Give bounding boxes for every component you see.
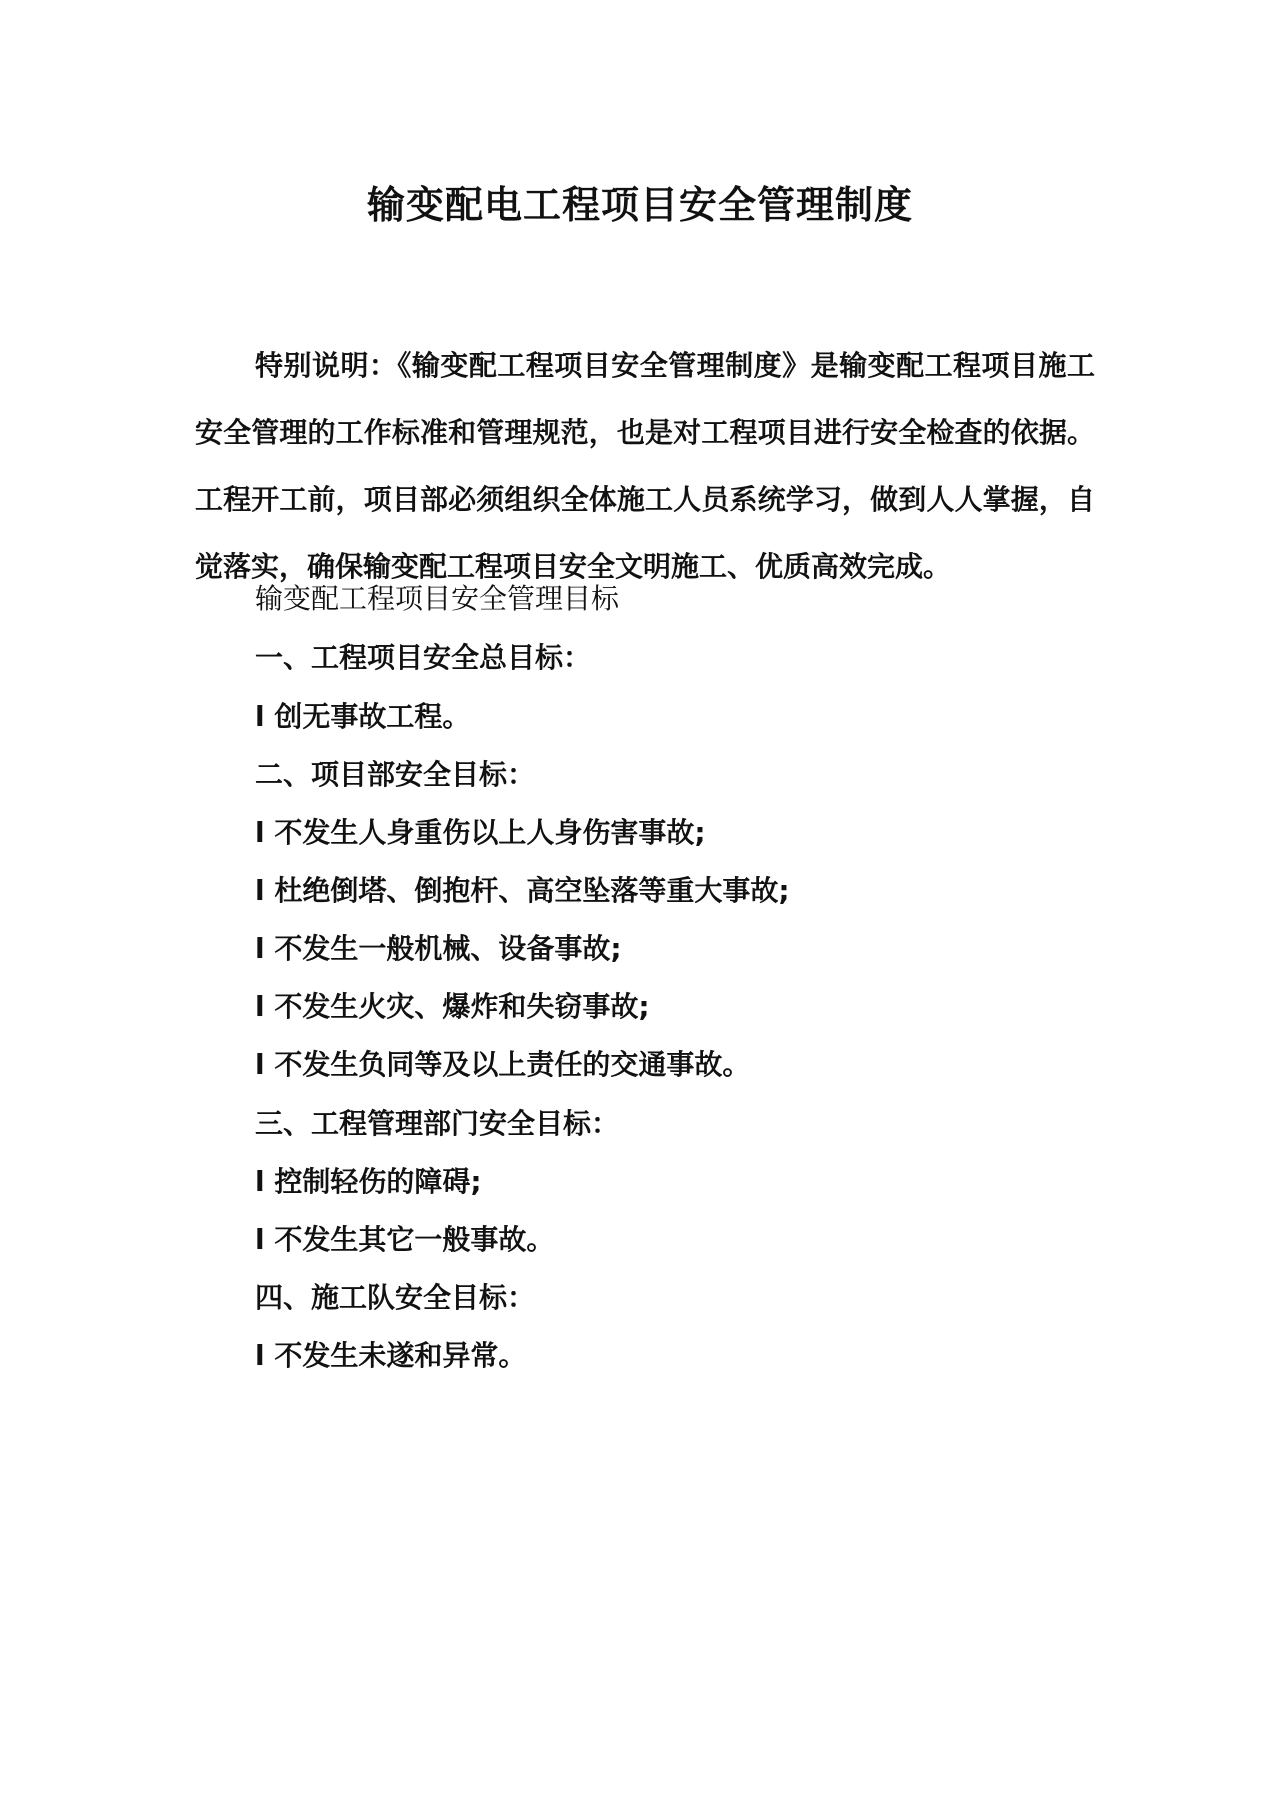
list-item: l 不发生负同等及以上责任的交通事故。 [255,1048,751,1081]
intro-paragraph: 特别说明：《输变配工程项目安全管理制度》是输变配工程项目施工安全管理的工作标准和管理规范，也是对工程项目进行安全检查的依据。工程开工前，项目部必须组织全体施工人员系统学习，做到人人掌握，自觉落实，确保输变配工程项目安全文明施工、优质高效完成。 [195,349,1095,583]
list-item: l 不发生未遂和异常。 [255,1339,527,1372]
list-item: l 杜绝倒塔、倒抱杆、高空坠落等重大事故; [255,874,790,907]
goal-heading-construction-team: 四、施工队安全目标： [255,1281,536,1314]
list-item: l 不发生火灾、爆炸和失窃事故; [255,990,650,1023]
page-title: 输变配电工程项目安全管理制度 [366,183,913,227]
goal-heading-project-dept: 二、项目部安全目标： [255,758,536,791]
list-item: l 控制轻伤的障碍; [255,1165,482,1198]
list-item: l 创无事故工程。 [255,700,471,733]
section-heading: 输变配工程项目安全管理目标 [255,582,620,615]
list-item: l 不发生人身重伤以上人身伤害事故; [255,816,706,849]
list-item: l 不发生其它一般事故。 [255,1223,555,1256]
goal-heading-overall: 一、工程项目安全总目标： [255,641,592,674]
goal-heading-engineering-dept: 三、工程管理部门安全目标： [255,1107,620,1140]
list-item: l 不发生一般机械、设备事故; [255,932,622,965]
